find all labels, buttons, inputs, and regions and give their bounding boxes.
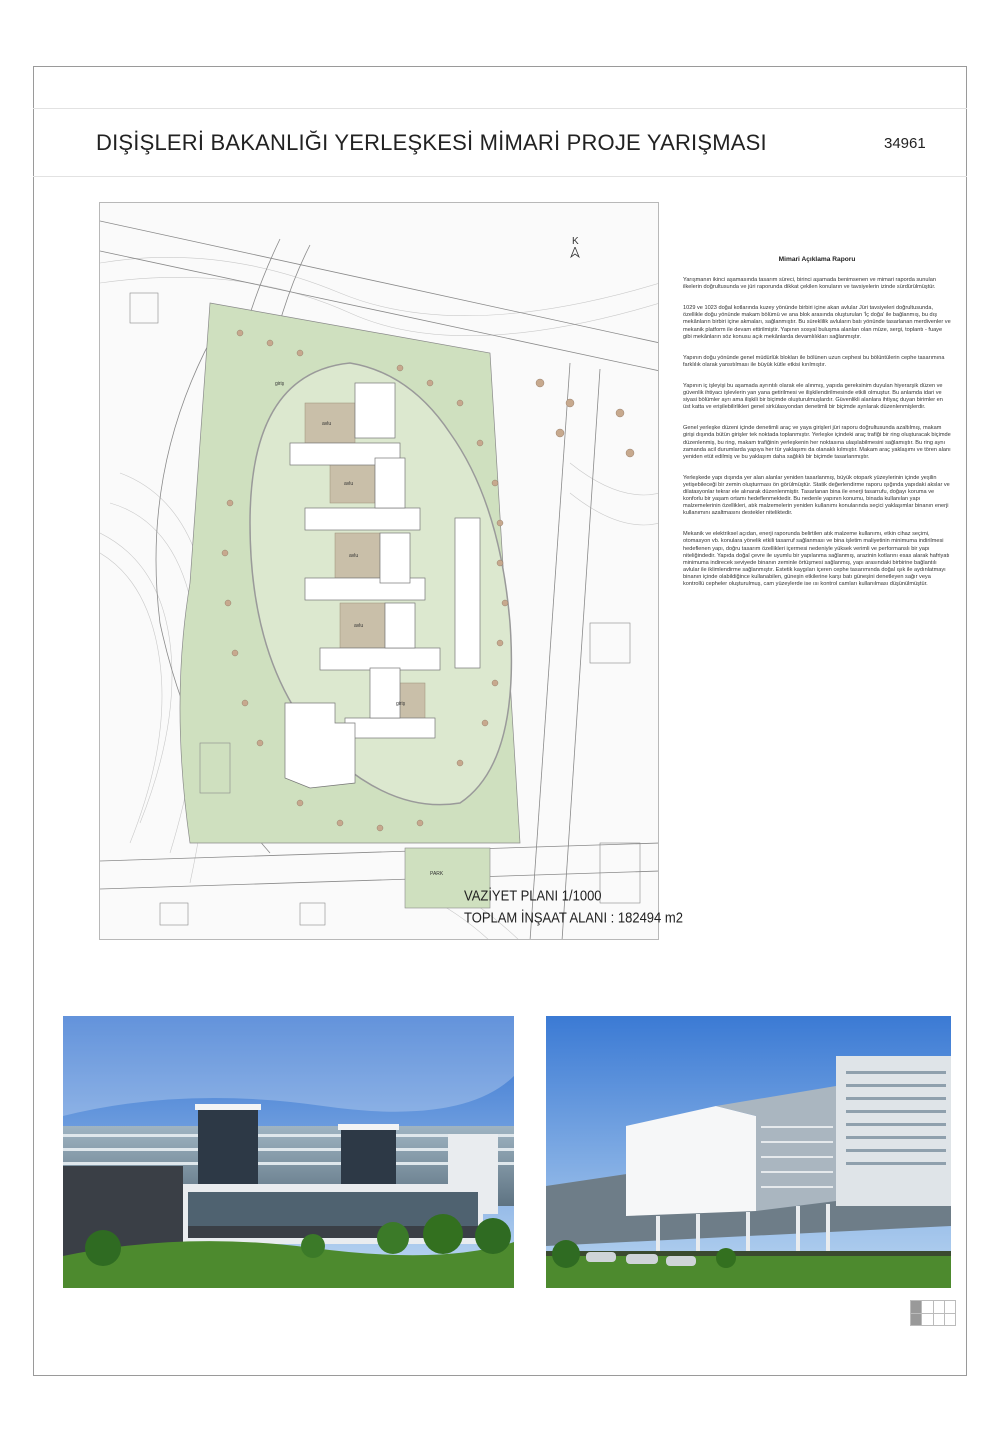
- index-cell: [922, 1314, 932, 1326]
- render-exterior-right: [546, 1016, 951, 1288]
- north-arrow-icon: [570, 247, 580, 259]
- project-code: 34961: [884, 135, 926, 152]
- header-rule-bottom: [33, 176, 967, 177]
- index-cell: [934, 1314, 944, 1326]
- label-court4: avlu: [354, 623, 364, 629]
- report-paragraph-7: Mekanik ve elektriksel açıdan, enerji raporunda belirtilen atık malzeme kullanımı, etkin cihaz seçimi, otomasyon vb. konulara yönelik etkili tasarruf sağlanması ve bina işletim maliyetinin minimuma indirilmesi hedeflenen yapı, doğru tasarım özellikleri içermesi nedeniyle yüksek verimli ve performanslı bir yapı niteliğindedir. Yapıda doğal çevre ile uyumlu bir yapılanma sağlanmış, arazinin kotlarını esas alarak hafriyatı minimuma indirecek seviyede binanın zeminle örtüşmesi sağlanmış, yapı arasındaki birbirine bağlantılı avlular ile iklimlendirme sağlanmıştır. Estetik kaygıları içeren cephe tasarımında doğal ışık ile aydınlatmayı binanın içinde olabildiğince kullanabilen, güneşin etkilerine karşı batı güneşini denetleyen sağır veya kontrollü cepheler oluşturulmuş, cam yüzeylerde ise ısı kontrol camları kullanılması düşünülmüştür.: [683, 531, 950, 587]
- render-exterior-left: [63, 1016, 514, 1288]
- report-paragraph-1: Yarışmanın ikinci aşamasında tasarım süreci, birinci aşamada benimsenen ve mimari raporda sunulan ilkelerin doğrultusunda ve jüri raporunda dikkat çekilen konuların ve tavsiyelerin izinde sürdürülmüştür.: [683, 277, 936, 291]
- report-paragraph-5: Genel yerleşke düzeni içinde denetimli araç ve yaya girişleri jüri raporu doğrultusunda azaltılmış, makam girişi dışında bütün girişler tek noktada toplanmıştır. Yerleşke içindeki araç trafiği bir ring oluşturacak biçimde düzenlenmiş, bu ring, makam trafiğinin yerleşkenin her noktasına ulaşılabilmesini sağlamıştır. Bu ring aynı zamanda acil durumlarda yapıya her tür yaklaşımı da olanaklı kılmıştır. Makam araç yaklaşımı ve tören alanı yeniden etüt edilmiş ve bu yaklaşım daha sağlıklı bir biçimde tasarlanmıştır.: [683, 425, 951, 460]
- index-cell: [945, 1301, 955, 1313]
- index-cell: [911, 1314, 921, 1326]
- label-entrance2: giriş: [275, 381, 285, 387]
- report-paragraph-3: Yapının doğu yönünde genel müdürlük blokları ile bölünen uzun cephesi bu bölüntülerin cephe tasarımına farklılık olarak yansıtılması ile büyük kütle etkisi kırılmıştır.: [683, 354, 945, 368]
- report-paragraph-4: Yapının iç işleyişi bu aşamada ayrıntılı olarak ele alınmış, yapıda gereksinim duyulan hiyerarşik düzen ve güvenlik ihtiyacı işlevlerin yan yana getirilmesi ve ilişkilendirilmesinde etkili olmuştur. Bu anlamda idari ve siyasi bölümler ayrı ama ilişkili bir biçimde oluşturulmuşlardır. Güvenlikli alanlara ihtiyaç duyan birimler en üst katta ve erişilebilirlikleri genel sirkülasyondan denetimli bir biçimde ayrılarak düzenlenmişlerdir.: [683, 382, 943, 411]
- report-title: Mimari Açıklama Raporu: [778, 256, 856, 263]
- index-cell: [934, 1301, 944, 1313]
- report-paragraph-6: Yerleşkede yapı dışında yer alan alanlar yeniden tasarlanmış, büyük otopark yüzeylerinin içinde yeşilin yetişebileceği bir zemin oluşturması ön görülmüştür. Statik değerlendirme raporu ışığında yapıdaki akslar ve dilatasyonlar tekrar ele alınarak düzenlenmiştir. Tasarlanan bina ile enerji tasarrufu, doğayı koruma ve konforlu bir yaşam ortamı hedeflenmektedir. Bu nedenle yapının konumu, binada kullanılan yapı malzemelerinin özellikleri, atık malzemelerin yeniden kullanımı konularında seçici yaklaşımlar binanın enerji kullanımını azaltmasını destekler niteliktedir.: [683, 474, 950, 517]
- render-left-image: [63, 1016, 514, 1288]
- label-entrance1: giriş: [396, 701, 406, 707]
- architectural-report: [683, 256, 951, 602]
- north-arrow: [572, 236, 580, 259]
- site-plan[interactable]: [99, 202, 659, 940]
- north-label: K: [572, 236, 579, 247]
- index-cell: [911, 1301, 921, 1313]
- report-paragraph-2: 1029 ve 1023 doğal kotlarında kuzey yönünde birbiri içine akan avlular Jüri tavsiyeleri doğrultusunda, özellikle doğu yönünde makam bölümü ve ana blok arasında oluşturulan 'İç doğa' ile bağlanmış, bu dış mekânların birbiri içine akmaları, sağlanmıştır. Bu süreklilik avluların batı yönünde tasarlanan merdivenler ve mekanik platform ile devam ettirilmiştir. Yapının sosyal buluşma alanları olan müze, sergi, toplantı - fuaye gibi mekânların söz konusu açık mekânlarda devamlılıkları sağlanmıştır.: [683, 305, 951, 340]
- label-park: PARK: [430, 871, 444, 877]
- plan-area-caption: TOPLAM İNŞAAT ALANI : 182494 m2: [464, 908, 683, 927]
- page-title: DIŞİŞLERİ BAKANLIĞI YERLEŞKESİ MİMARİ PROJE YARIŞMASI: [96, 130, 767, 155]
- sheet-index-grid: [910, 1300, 956, 1326]
- render-right-image: [546, 1016, 951, 1288]
- header-rule-top: [33, 108, 967, 109]
- plan-scale-caption: VAZİYET PLANI 1/1000: [464, 886, 602, 905]
- label-court2: avlu: [344, 481, 354, 487]
- label-court1: avlu: [322, 421, 332, 427]
- index-cell: [922, 1301, 932, 1313]
- index-cell: [945, 1314, 955, 1326]
- site-plan-drawing: [100, 203, 659, 940]
- label-court3: avlu: [349, 553, 359, 559]
